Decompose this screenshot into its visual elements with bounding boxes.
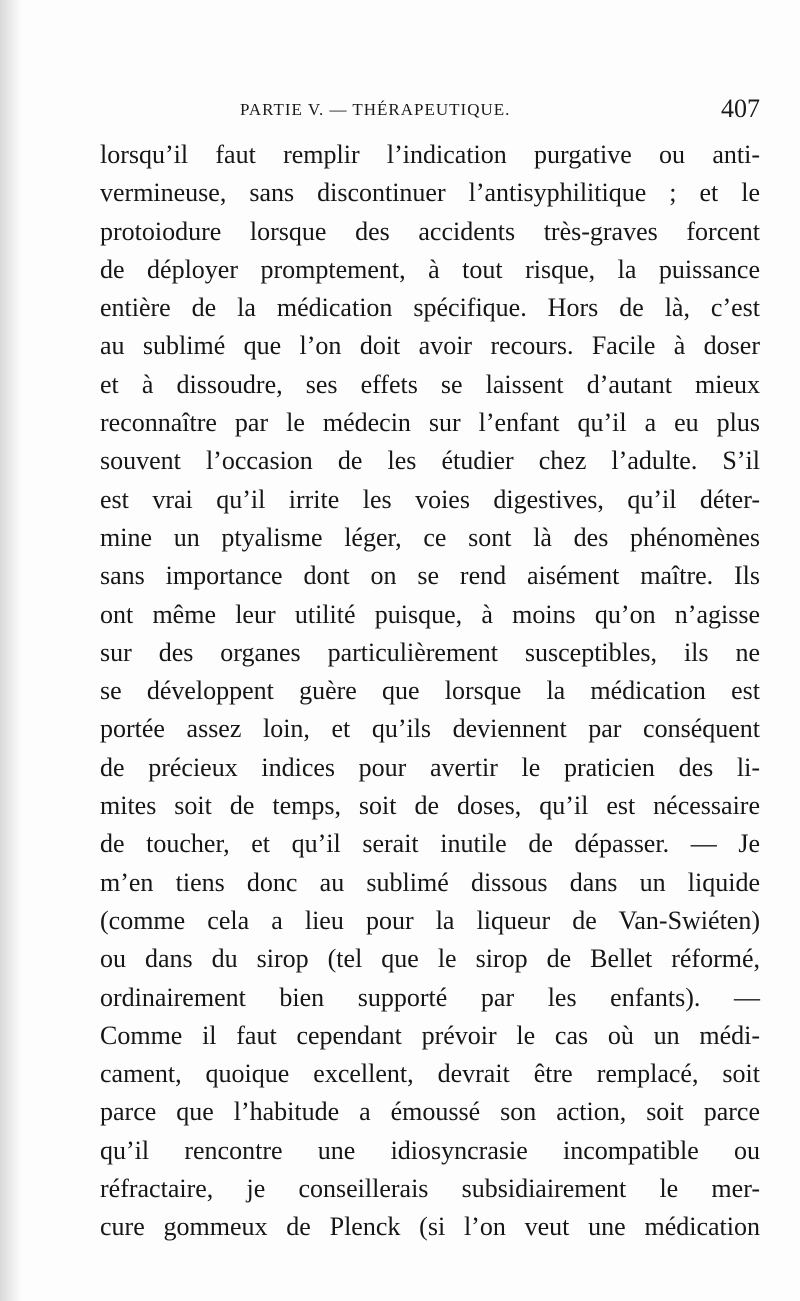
text-line: parce que l’habitude a émoussé son action, soit parce — [100, 1097, 760, 1127]
text-line: vermineuse, sans discontinuer l’antisyphilitique ; et le — [100, 178, 760, 208]
text-line: et à dissoudre, ses effets se laissent d’autant mieux — [100, 369, 760, 399]
text-line: protoiodure lorsque des accidents très-graves forcent — [100, 216, 760, 246]
text-line: cure gommeux de Plenck (si l’on veut une médication — [100, 1212, 760, 1242]
running-head — [100, 92, 760, 132]
page-gutter-shadow — [0, 0, 22, 1301]
text-line: ont même leur utilité puisque, à moins qu’on n’agisse — [100, 599, 760, 629]
text-line: reconnaître par le médecin sur l’enfant qu’il a eu plus — [100, 408, 760, 438]
text-line: portée assez loin, et qu’ils deviennent par conséquent — [100, 714, 760, 744]
text-line: de toucher, et qu’il serait inutile de dépasser. — Je — [100, 829, 760, 859]
text-line: cament, quoique excellent, devrait être remplacé, soit — [100, 1059, 760, 1089]
text-line: sans importance dont on se rend aisément maître. Ils — [100, 561, 760, 591]
text-line: souvent l’occasion de les étudier chez l’adulte. S’il — [100, 446, 760, 476]
text-line: de précieux indices pour avertir le praticien des li- — [100, 752, 760, 782]
text-line: réfractaire, je conseillerais subsidiairement le mer- — [100, 1174, 760, 1204]
text-line: entière de la médication spécifique. Hors de là, c’est — [100, 293, 760, 323]
text-line: (comme cela a lieu pour la liqueur de Van-Swiéten) — [100, 905, 760, 935]
text-line: mine un ptyalisme léger, ce sont là des phénomènes — [100, 522, 760, 552]
text-line: lorsqu’il faut remplir l’indication purgative ou anti- — [100, 140, 760, 169]
text-line: ou dans du sirop (tel que le sirop de Bellet réformé, — [100, 944, 760, 974]
text-line: est vrai qu’il irrite les voies digestives, qu’il déter- — [100, 484, 760, 514]
text-line: qu’il rencontre une idiosyncrasie incompatible ou — [100, 1135, 760, 1165]
text-line: ordinairement bien supporté par les enfants). — — [100, 982, 760, 1012]
text-line: mites soit de temps, soit de doses, qu’il est nécessaire — [100, 791, 760, 821]
text-line: de déployer promptement, à tout risque, la puissance — [100, 254, 760, 284]
text-line: sur des organes particulièrement susceptibles, ils ne — [100, 637, 760, 667]
text-line: m’en tiens donc au sublimé dissous dans un liquide — [100, 867, 760, 897]
running-title: PARTIE V. — THÉRAPEUTIQUE. — [240, 100, 511, 119]
text-line: au sublimé que l’on doit avoir recours. Facile à doser — [100, 331, 760, 361]
text-line: Comme il faut cependant prévoir le cas où un médi- — [100, 1020, 760, 1050]
body-text — [100, 136, 760, 1247]
text-line: se développent guère que lorsque la médication est — [100, 676, 760, 706]
page-number: 407 — [721, 94, 760, 123]
